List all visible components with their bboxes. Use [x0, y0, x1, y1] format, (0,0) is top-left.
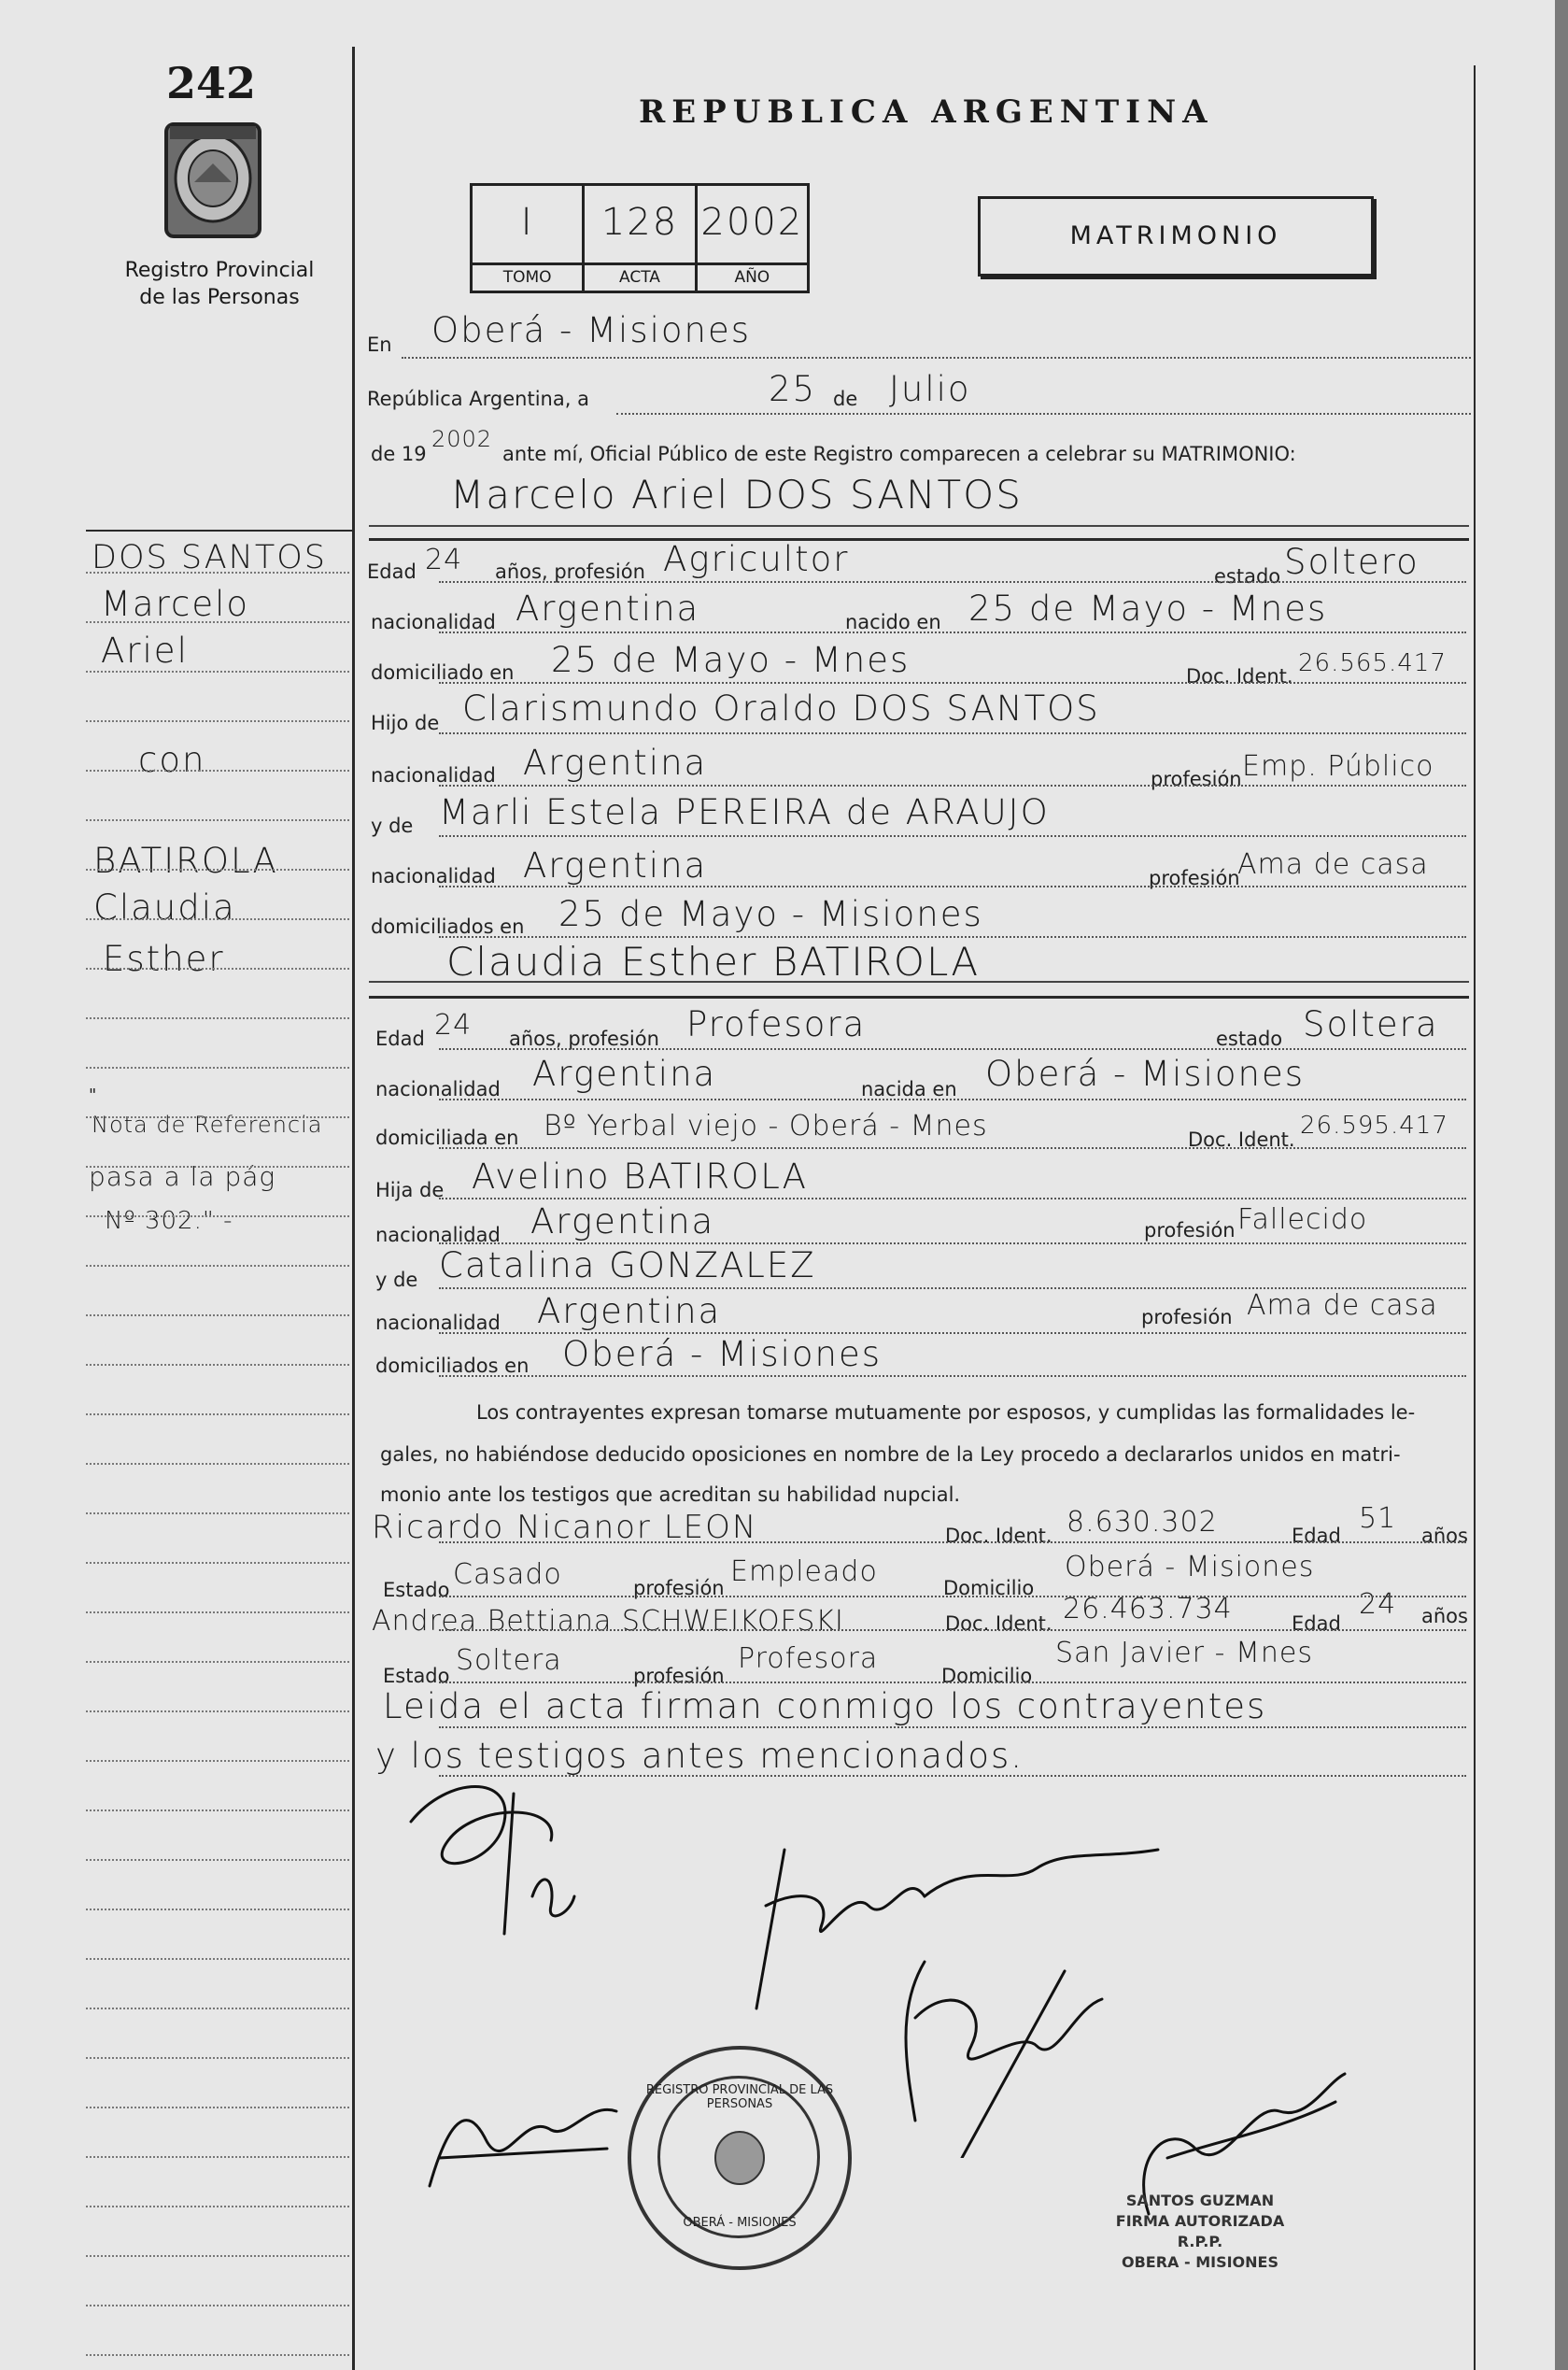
- witness-1-age: 51: [1359, 1502, 1397, 1535]
- witness-1-anos-label: años: [1421, 1525, 1468, 1547]
- margin-rule: [86, 2008, 349, 2009]
- tomo-value: I: [520, 201, 534, 244]
- de19-label: de 19: [371, 443, 427, 465]
- margin-rule: [86, 1909, 349, 1910]
- witness-2-doc-label: Doc. Ident.: [945, 1612, 1052, 1635]
- groom-nacido-label: nacido en: [845, 611, 941, 633]
- bride-mother-profession: Ama de casa: [1247, 1289, 1438, 1322]
- bride-hija-label: Hija de: [375, 1179, 445, 1201]
- country-title: REPUBLICA ARGENTINA: [639, 93, 1214, 131]
- bride-father-profesion-label: profesión: [1144, 1219, 1236, 1242]
- declaration-line-3: monio ante los testigos que acreditan su habilidad nupcial.: [380, 1483, 961, 1506]
- right-border: [1474, 65, 1476, 2370]
- officer-stamp-line-2: FIRMA AUTORIZADA: [1115, 2212, 1285, 2230]
- field-rule: [439, 1147, 1466, 1149]
- day-de-label: de: [833, 388, 858, 410]
- groom-full-name: Marcelo Ariel DOS SANTOS: [450, 472, 1023, 518]
- witness-1-profession: Empleado: [730, 1555, 878, 1588]
- witness-1-profesion-label: profesión: [633, 1577, 725, 1599]
- witness-2-name: Andrea Bettiana SCHWEIKOFSKI: [372, 1605, 844, 1638]
- margin-rule: [86, 1859, 349, 1861]
- margin-rule: [86, 671, 349, 673]
- margin-rule: [86, 1611, 349, 1613]
- margin-rule: [86, 770, 349, 772]
- witness-1-domicile: Oberá - Misiones: [1065, 1551, 1315, 1583]
- field-rule: [439, 936, 1466, 938]
- field-rule: [439, 835, 1466, 837]
- margin-rule: [86, 1166, 349, 1168]
- witness-2-anos-label: años: [1421, 1605, 1468, 1627]
- margin-top-rule: [86, 530, 352, 532]
- bride-parents-domicile: Oberá - Misiones: [562, 1334, 883, 1374]
- margin-rule: [86, 2354, 349, 2356]
- margin-rule: [86, 621, 349, 623]
- bride-father-nationality: Argentina: [530, 1201, 715, 1242]
- margin-rule: [86, 720, 349, 722]
- groom-father: Clarismundo Oraldo DOS SANTOS: [462, 688, 1100, 729]
- tomo-cell: [473, 186, 585, 291]
- record-type-box: MATRIMONIO: [978, 196, 1374, 277]
- date-line: [616, 413, 1471, 415]
- groom-mother-nationality: Argentina: [523, 845, 708, 886]
- margin-rule: [86, 918, 349, 920]
- groom-civil-status: Soltero: [1284, 542, 1420, 582]
- groom-mother-profesion-label: profesión: [1149, 867, 1240, 889]
- witness-2-profesion-label: profesión: [633, 1665, 725, 1687]
- field-rule: [439, 682, 1466, 684]
- groom-age: 24: [425, 544, 463, 576]
- groom-estado-label: estado: [1214, 565, 1281, 588]
- groom-parents-domicile: 25 de Mayo - Misiones: [558, 894, 983, 934]
- field-rule: [439, 1287, 1466, 1289]
- field-rule: [439, 1541, 1466, 1543]
- groom-father-profession: Emp. Público: [1242, 750, 1434, 783]
- seal-text: REGISTRO PROVINCIAL DE LAS PERSONAS: [645, 2083, 834, 2111]
- anio-value: 2002: [700, 201, 804, 244]
- bride-separator: [369, 996, 1469, 999]
- field-rule: [439, 1332, 1466, 1334]
- field-rule: [439, 1682, 1466, 1683]
- witness-2-domicile: San Javier - Mnes: [1055, 1637, 1313, 1669]
- groom-mother-nacionalidad-label: nacionalidad: [371, 865, 496, 887]
- margin-rule: [86, 2057, 349, 2059]
- place-line: [402, 357, 1471, 359]
- margin-rule: [86, 819, 349, 821]
- bride-profession: Profesora: [686, 1004, 867, 1044]
- witness-2-profession: Profesora: [738, 1642, 879, 1675]
- bride-yde-label: y de: [375, 1269, 418, 1291]
- groom-yde-label: y de: [371, 815, 414, 837]
- bride-nationality: Argentina: [532, 1054, 717, 1094]
- book-binding-edge: [1555, 0, 1568, 2370]
- margin-rule: [86, 1958, 349, 1960]
- bride-domiciliada-label: domiciliada en: [375, 1127, 519, 1149]
- appearance-sentence: ante mí, Oficial Público de este Registro comparecen a celebrar su MATRIMONIO:: [502, 443, 1296, 465]
- witness-signature-2: [411, 2083, 635, 2214]
- margin-rule: [86, 2305, 349, 2306]
- groom-nacionalidad-label: nacionalidad: [371, 611, 496, 633]
- margin-rule: [86, 1116, 349, 1118]
- bride-father: Avelino BATIROLA: [472, 1157, 808, 1197]
- witness-2-age: 24: [1359, 1588, 1397, 1621]
- witness-2-edad-label: Edad: [1292, 1612, 1341, 1635]
- witness-2-doc: 26.463.734: [1063, 1593, 1233, 1625]
- witness-1-doc-label: Doc. Ident.: [945, 1525, 1052, 1547]
- tomo-label: TOMO: [473, 263, 582, 291]
- groom-birthplace: 25 de Mayo - Mnes: [968, 589, 1328, 629]
- closing-line-2: y los testigos antes mencionados.: [375, 1736, 1024, 1776]
- witness-1-edad-label: Edad: [1292, 1525, 1341, 1547]
- groom-name-line: [369, 525, 1469, 527]
- registry-line-2: de las Personas: [139, 286, 300, 309]
- field-rule: [439, 1375, 1466, 1377]
- bride-signature: [878, 1934, 1139, 2158]
- field-rule: [439, 1242, 1466, 1244]
- en-label: En: [367, 334, 392, 356]
- margin-groom-surname: DOS SANTOS: [92, 539, 327, 576]
- officer-stamp-line-3: R.P.P.: [1177, 2233, 1223, 2250]
- margin-bride-name-2: Esther: [103, 939, 225, 979]
- groom-doc-label: Doc. Ident.: [1186, 665, 1293, 688]
- margin-groom-name-2: Ariel: [101, 631, 189, 671]
- margin-rule: [86, 1760, 349, 1762]
- field-rule: [439, 1099, 1466, 1100]
- margin-rule: [86, 1562, 349, 1564]
- groom-separator: [369, 538, 1469, 541]
- witness-2-civil-status: Soltera: [456, 1644, 562, 1677]
- groom-profession: Agricultor: [663, 539, 850, 579]
- acta-value: 128: [600, 201, 679, 244]
- margin-rule: [86, 1512, 349, 1514]
- anio-label: AÑO: [698, 263, 807, 291]
- bride-mother-profesion-label: profesión: [1141, 1306, 1233, 1328]
- declaration-line-1: Los contrayentes expresan tomarse mutuamente por esposos, y cumplidas las formalidades le-: [476, 1401, 1416, 1424]
- witness-2-domicilio-label: Domicilio: [941, 1665, 1033, 1687]
- bride-mother: Catalina GONZALEZ: [439, 1245, 816, 1285]
- field-rule: [439, 1048, 1466, 1050]
- bride-mother-nationality: Argentina: [537, 1291, 722, 1331]
- field-rule: [439, 1726, 1466, 1728]
- officer-stamp-line-4: OBERA - MISIONES: [1121, 2253, 1278, 2271]
- groom-domiciliados-label: domiciliados en: [371, 915, 525, 938]
- margin-rule: [86, 1067, 349, 1069]
- witness-1-name: Ricardo Nicanor LEON: [372, 1509, 758, 1546]
- bride-doc-label: Doc. Ident.: [1188, 1128, 1295, 1151]
- margin-rule: [86, 1413, 349, 1415]
- registry-seal: [628, 2046, 852, 2270]
- margin-note-line-2: pasa a la pág: [89, 1161, 276, 1192]
- margin-rule: [86, 1710, 349, 1712]
- margin-rule: [86, 1265, 349, 1267]
- groom-mother: Marli Estela PEREIRA de ARAUJO: [439, 792, 1050, 832]
- margin-bride-surname: BATIROLA: [93, 841, 278, 881]
- bride-full-name: Claudia Esther BATIROLA: [446, 939, 981, 985]
- witness-1-domicilio-label: Domicilio: [943, 1577, 1035, 1599]
- margin-note-line-1: Nota de Referencia: [92, 1112, 323, 1138]
- witness-1-estado-label: Estado: [383, 1579, 450, 1601]
- margin-rule: [86, 968, 349, 970]
- margin-rule: [86, 869, 349, 871]
- anio-cell: [698, 186, 807, 291]
- place-value: Oberá - Misiones: [431, 310, 752, 350]
- margin-groom-name-1: Marcelo: [101, 584, 250, 624]
- margin-rule: [86, 1364, 349, 1366]
- bride-anos-profesion-label: años, profesión: [509, 1028, 659, 1050]
- provincial-coat-of-arms-icon: [157, 117, 269, 243]
- field-rule: [439, 1198, 1466, 1199]
- month-value: Julio: [889, 369, 971, 409]
- margin-rule: [86, 1463, 349, 1465]
- year-value: 2002: [431, 426, 493, 452]
- margin-rule: [86, 2156, 349, 2158]
- witness-1-civil-status: Casado: [453, 1558, 562, 1591]
- margin-connector: con: [138, 740, 206, 780]
- bride-father-profession: Fallecido: [1237, 1203, 1368, 1236]
- closing-line-1: Leida el acta firman conmigo los contrayentes: [383, 1686, 1267, 1726]
- officer-stamp: [1032, 2191, 1368, 2273]
- registry-name: [112, 257, 327, 311]
- field-rule: [439, 632, 1466, 633]
- bride-birthplace: Oberá - Misiones: [985, 1054, 1306, 1094]
- witness-2-estado-label: Estado: [383, 1665, 450, 1687]
- margin-note-line-3: Nº 302." -: [105, 1207, 233, 1235]
- officer-stamp-line-1: SANTOS GUZMAN: [1125, 2192, 1275, 2209]
- bride-nacida-label: nacida en: [861, 1078, 957, 1100]
- bride-nacionalidad-label: nacionalidad: [375, 1078, 501, 1100]
- bride-domiciliados-label: domiciliados en: [375, 1355, 530, 1377]
- field-rule: [439, 1596, 1466, 1597]
- witness-1-doc: 8.630.302: [1067, 1506, 1218, 1539]
- record-index-box: [470, 183, 810, 293]
- margin-note-mark: ": [89, 1086, 97, 1105]
- page-number: 242: [166, 58, 257, 108]
- seal-city: OBERÁ - MISIONES: [683, 2216, 797, 2230]
- witness-signature-1: [392, 1766, 672, 1952]
- bride-estado-label: estado: [1216, 1028, 1283, 1050]
- groom-anos-profesion-label: años, profesión: [495, 561, 645, 583]
- groom-hijo-label: Hijo de: [371, 712, 440, 734]
- bride-doc: 26.595.417: [1300, 1112, 1448, 1140]
- groom-nationality: Argentina: [516, 589, 700, 629]
- groom-domiciliado-label: domiciliado en: [371, 661, 515, 684]
- declaration-line-2: gales, no habiéndose deducido oposiciones en nombre de la Ley procedo a declararlos unidos en matri-: [380, 1443, 1401, 1466]
- field-rule: [439, 581, 1466, 583]
- groom-father-nacionalidad-label: nacionalidad: [371, 764, 496, 787]
- groom-edad-label: Edad: [367, 561, 417, 583]
- margin-rule: [86, 2255, 349, 2257]
- field-rule: [439, 1629, 1466, 1631]
- margin-rule: [86, 1661, 349, 1663]
- bride-edad-label: Edad: [375, 1028, 425, 1050]
- bride-father-nacionalidad-label: nacionalidad: [375, 1224, 501, 1246]
- margin-rule: [86, 1017, 349, 1019]
- bride-civil-status: Soltera: [1303, 1004, 1439, 1044]
- day-value: 25: [769, 369, 817, 409]
- seal-emblem-icon: [710, 2128, 770, 2188]
- registry-line-1: Registro Provincial: [124, 259, 315, 282]
- margin-rule: [86, 2206, 349, 2207]
- margin-rule: [86, 572, 349, 574]
- margin-rule: [86, 1215, 349, 1217]
- field-rule: [439, 886, 1466, 887]
- margin-bride-name-1: Claudia: [93, 887, 236, 928]
- acta-label: ACTA: [585, 263, 694, 291]
- groom-father-profesion-label: profesión: [1151, 768, 1242, 790]
- groom-domicile: 25 de Mayo - Mnes: [551, 640, 911, 680]
- margin-rule: [86, 2107, 349, 2108]
- groom-father-nationality: Argentina: [523, 743, 708, 783]
- acta-cell: [585, 186, 697, 291]
- groom-mother-profession: Ama de casa: [1237, 848, 1429, 881]
- margin-divider: [352, 47, 355, 2370]
- bride-name-line: [369, 981, 1469, 983]
- bride-mother-nacionalidad-label: nacionalidad: [375, 1312, 501, 1334]
- field-rule: [439, 732, 1466, 734]
- bride-domicile: Bº Yerbal viejo - Oberá - Mnes: [544, 1110, 988, 1142]
- groom-doc: 26.565.417: [1298, 649, 1447, 677]
- bride-age: 24: [434, 1009, 473, 1042]
- field-rule: [439, 785, 1466, 787]
- margin-rule: [86, 1809, 349, 1811]
- margin-rule: [86, 1314, 349, 1316]
- republica-label: República Argentina, a: [367, 388, 589, 410]
